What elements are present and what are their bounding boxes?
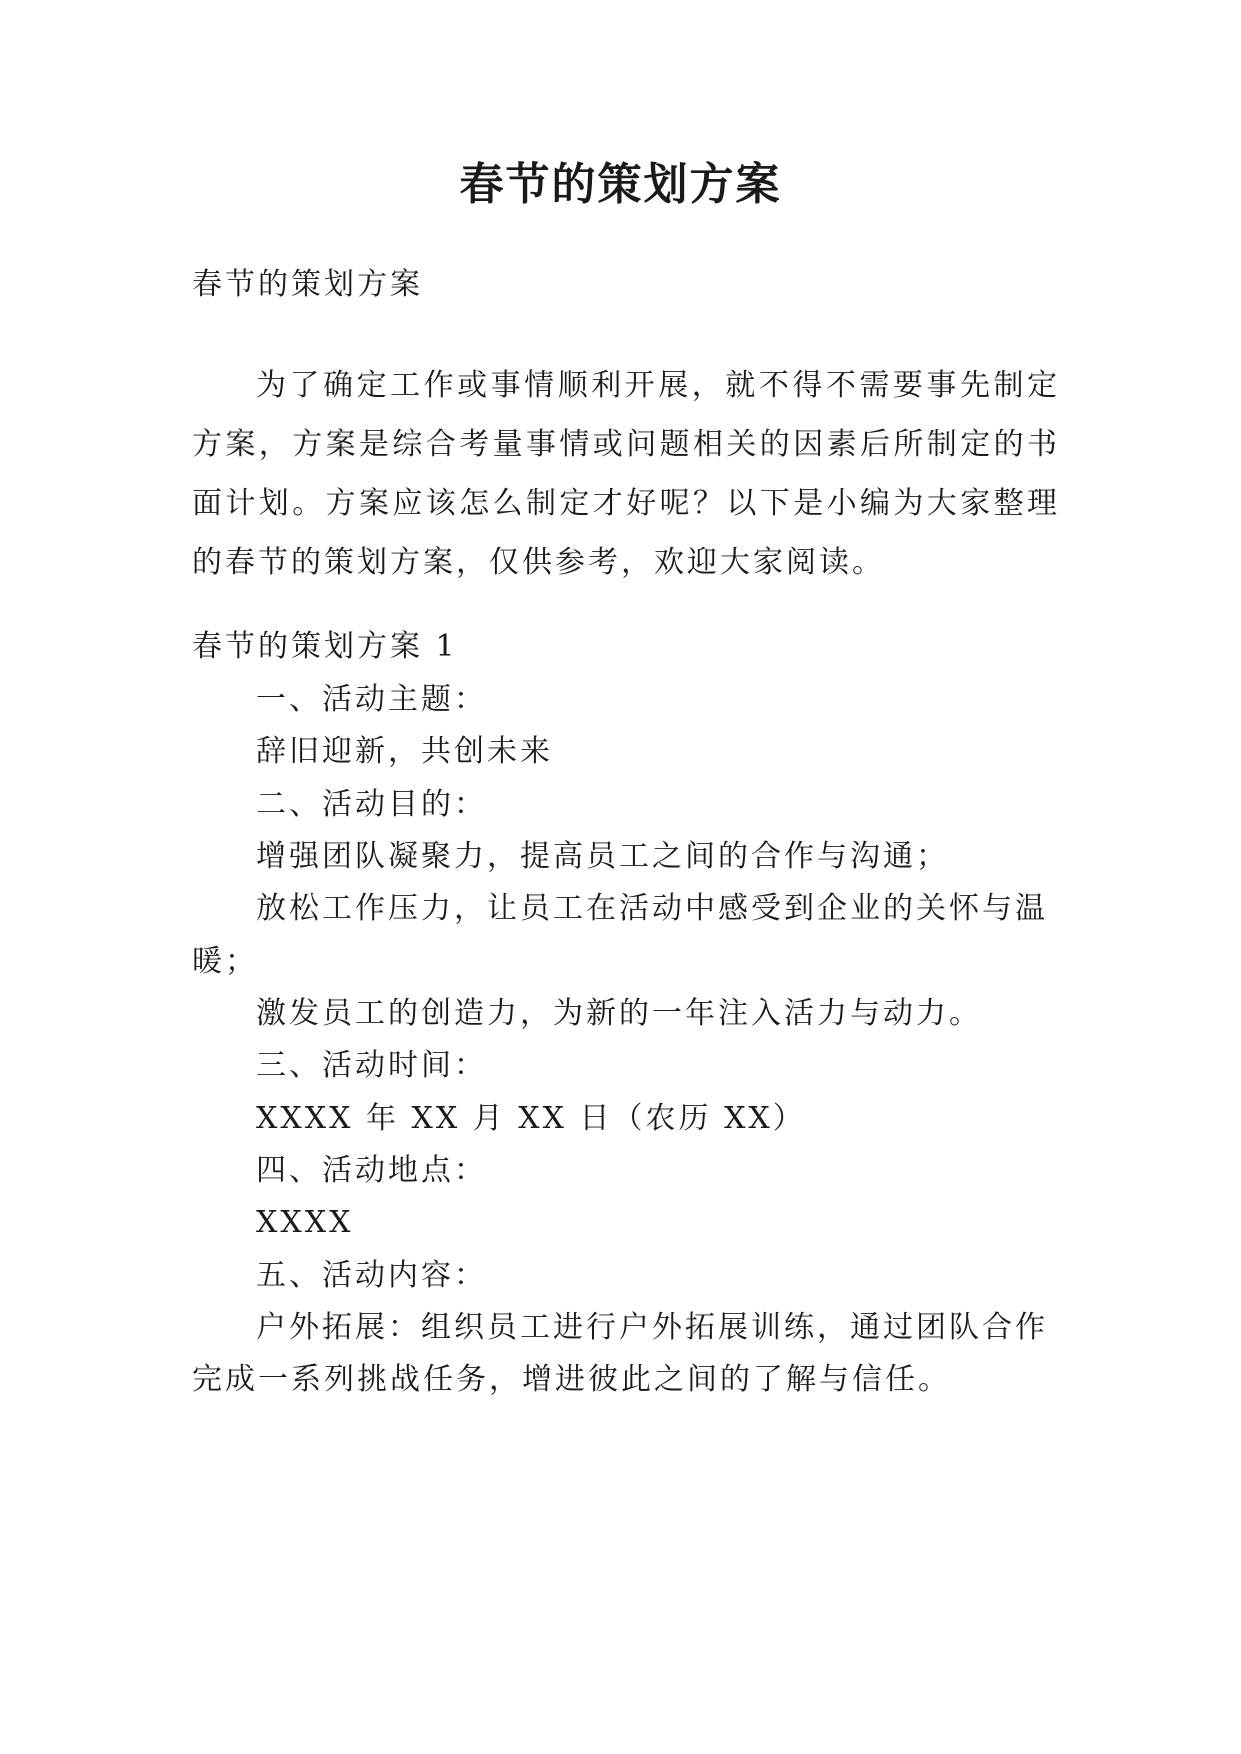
heading-location: 四、活动地点： [256,1153,487,1188]
section-title: 春节的策划方案 1 [192,629,458,664]
time-text: XXXX 年 XX 月 XX 日（农历 XX） [256,1101,806,1136]
purpose-item-2: 放松工作压力，让员工在活动中感受到企业的关怀与温 [256,891,1048,926]
purpose-item-2-cont: 暖； [192,944,258,979]
location-text: XXXX [256,1205,354,1240]
content-text-1-cont: 完成一系列挑战任务，增进彼此之间的了解与信任。 [192,1362,951,1397]
intro-paragraph: 为了确定工作或事情顺利开展，就不得不需要事先制定方案，方案是综合考量事情或问题相关的因素后所制定的书面计划。方案应该怎么制定才好呢？以下是小编为大家整理的春节的策划方案，仅供参考，欢迎大家阅读。 [192,368,1060,580]
document-title: 春节的策划方案 [459,159,782,210]
purpose-item-3: 激发员工的创造力，为新的一年注入活力与动力。 [256,996,982,1031]
heading-theme: 一、活动主题： [256,682,487,717]
theme-text: 辞旧迎新，共创未来 [256,734,553,769]
content-text-1: 户外拓展：组织员工进行户外拓展训练，通过团队合作 [256,1310,1048,1345]
document-subtitle: 春节的策划方案 [192,267,423,302]
heading-content: 五、活动内容： [256,1258,487,1293]
heading-purpose: 二、活动目的： [256,787,487,822]
heading-time: 三、活动时间： [256,1048,487,1083]
purpose-item-1: 增强团队凝聚力，提高员工之间的合作与沟通； [256,839,949,874]
